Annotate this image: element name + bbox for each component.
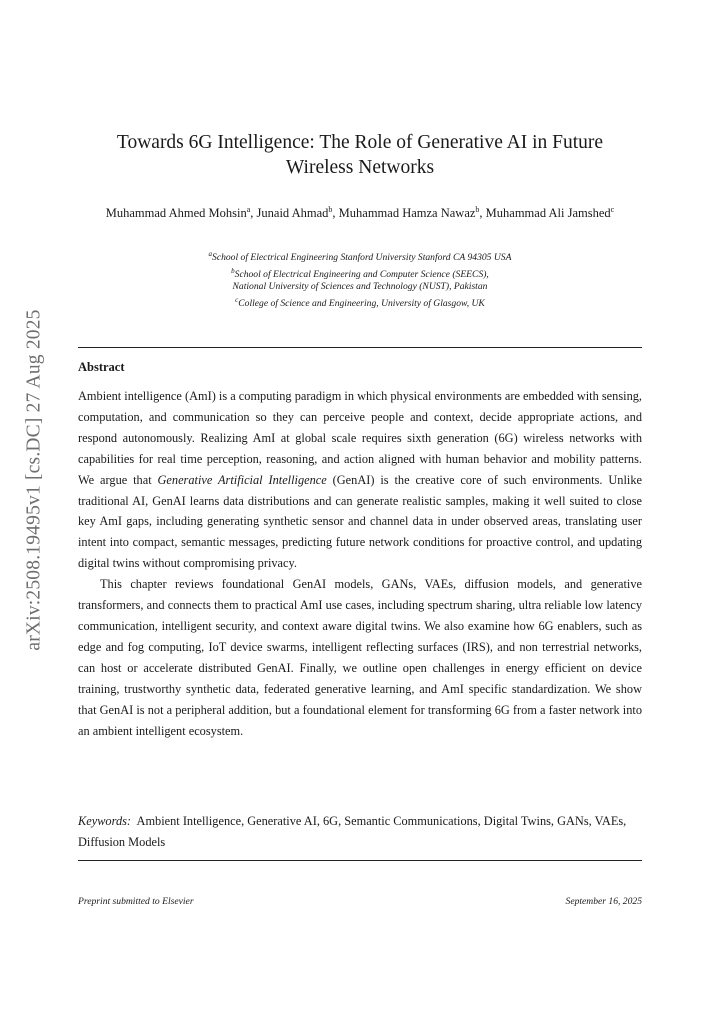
keywords-text: Ambient Intelligence, Generative AI, 6G, Semantic Communications, Digital Twins, GANs, VAEs, Diffusion Models — [78, 814, 627, 849]
author-affiliation-mark: b — [328, 205, 333, 214]
affiliation-mark: a — [208, 250, 213, 258]
author-name: Muhammad Ahmed Mohsin — [105, 206, 247, 221]
arxiv-identifier-text: arXiv:2508.19495v1 [cs.DC] 27 Aug 2025 — [24, 309, 45, 651]
paper-title — [78, 130, 642, 180]
affiliation-list — [78, 248, 642, 311]
abstract-paragraph-1 — [78, 386, 642, 574]
author-affiliation-mark: b — [475, 205, 480, 214]
affiliation-mark: c — [235, 295, 239, 304]
affiliation-line — [78, 265, 642, 282]
abstract-text: (GenAI) is the creative core of such environments. Unlike traditional AI, GenAI learns data distributions and can generate realistic samples, making it well suited to close key AmI gaps, including generating synthetic sensor and channel data in under observed areas, translating user intent into compact, semantic messages, predicting future network conditions for proactive control, and updating digital twins without compromising privacy. — [78, 472, 642, 571]
author-affiliation-mark: a — [246, 205, 251, 214]
abstract-text: Ambient intelligence (AmI) is a computing paradigm in which physical environments are embedded with sensing, computation, and communication so they can perceive people and context, decide appropriate actions, and respond autonomously. Realizing AmI at global scale requires sixth generation (6G) wireless networks with capabilities for real time perception, reasoning, and action aligned with human behavior and mobility patterns. We argue that — [78, 389, 642, 487]
arxiv-identifier — [5, 309, 65, 651]
abstract-bottom-rule — [78, 860, 642, 861]
abstract-paragraph-2: This chapter reviews foundational GenAI models, GANs, VAEs, diffusion models, and generative transformers, and connects them to practical AmI use cases, including spectrum sharing, ultra reliable low latency communication, intelligent security, and context aware digital twins. We also examine how 6G enablers, such as edge and fog computing, IoT device swarms, intelligent reflecting surfaces (IRS), and non terrestrial networks, can host or accelerate distributed GenAI. Finally, we outline open challenges in energy efficient on device training, trustworthy synthetic data, federated generative learning, and AmI specific standardization. We show that GenAI is not a peripheral addition, but a foundational element for transforming 6G from a faster network into an ambient intelligent ecosystem. — [78, 577, 642, 738]
author-name: Muhammad Ali Jamshed — [485, 206, 611, 221]
author-name: Muhammad Hamza Nawaz — [338, 206, 476, 221]
abstract-emphasis: Generative Artificial Intelligence — [157, 472, 327, 487]
preprint-date: September 16, 2025 — [565, 896, 642, 907]
title-line-2: Wireless Networks — [285, 157, 435, 178]
abstract-top-rule — [78, 347, 642, 348]
keywords-label: Keywords: — [78, 814, 132, 828]
abstract-heading: Abstract — [78, 360, 125, 374]
affiliation-line — [78, 281, 642, 294]
affiliation-text: School of Electrical Engineering Stanford University Stanford CA 94305 USA — [212, 252, 512, 264]
affiliation-text: School of Electrical Engineering and Computer Science (SEECS), — [234, 268, 489, 280]
title-line-1: Towards 6G Intelligence: The Role of Generative AI in Future — [116, 132, 604, 153]
keywords — [78, 811, 642, 853]
author-affiliation-mark: c — [610, 205, 615, 214]
author-name: Junaid Ahmad — [256, 206, 329, 221]
affiliation-line — [78, 294, 642, 311]
affiliation-line — [78, 248, 642, 265]
affiliation-text: College of Science and Engineering, University of Glasgow, UK — [238, 298, 485, 310]
abstract-body — [78, 386, 642, 741]
preprint-note: Preprint submitted to Elsevier — [78, 896, 194, 907]
affiliation-mark: b — [231, 266, 235, 275]
affiliation-text: National University of Sciences and Technology (NUST), Pakistan — [232, 281, 488, 293]
author-list: Muhammad Ahmed Mohsin$^a$, Junaid Ahmad$^b$, Muhammad Hamza Nawaz$^b$, Muhammad Ali Jamshed$^c$ — [105, 205, 615, 221]
